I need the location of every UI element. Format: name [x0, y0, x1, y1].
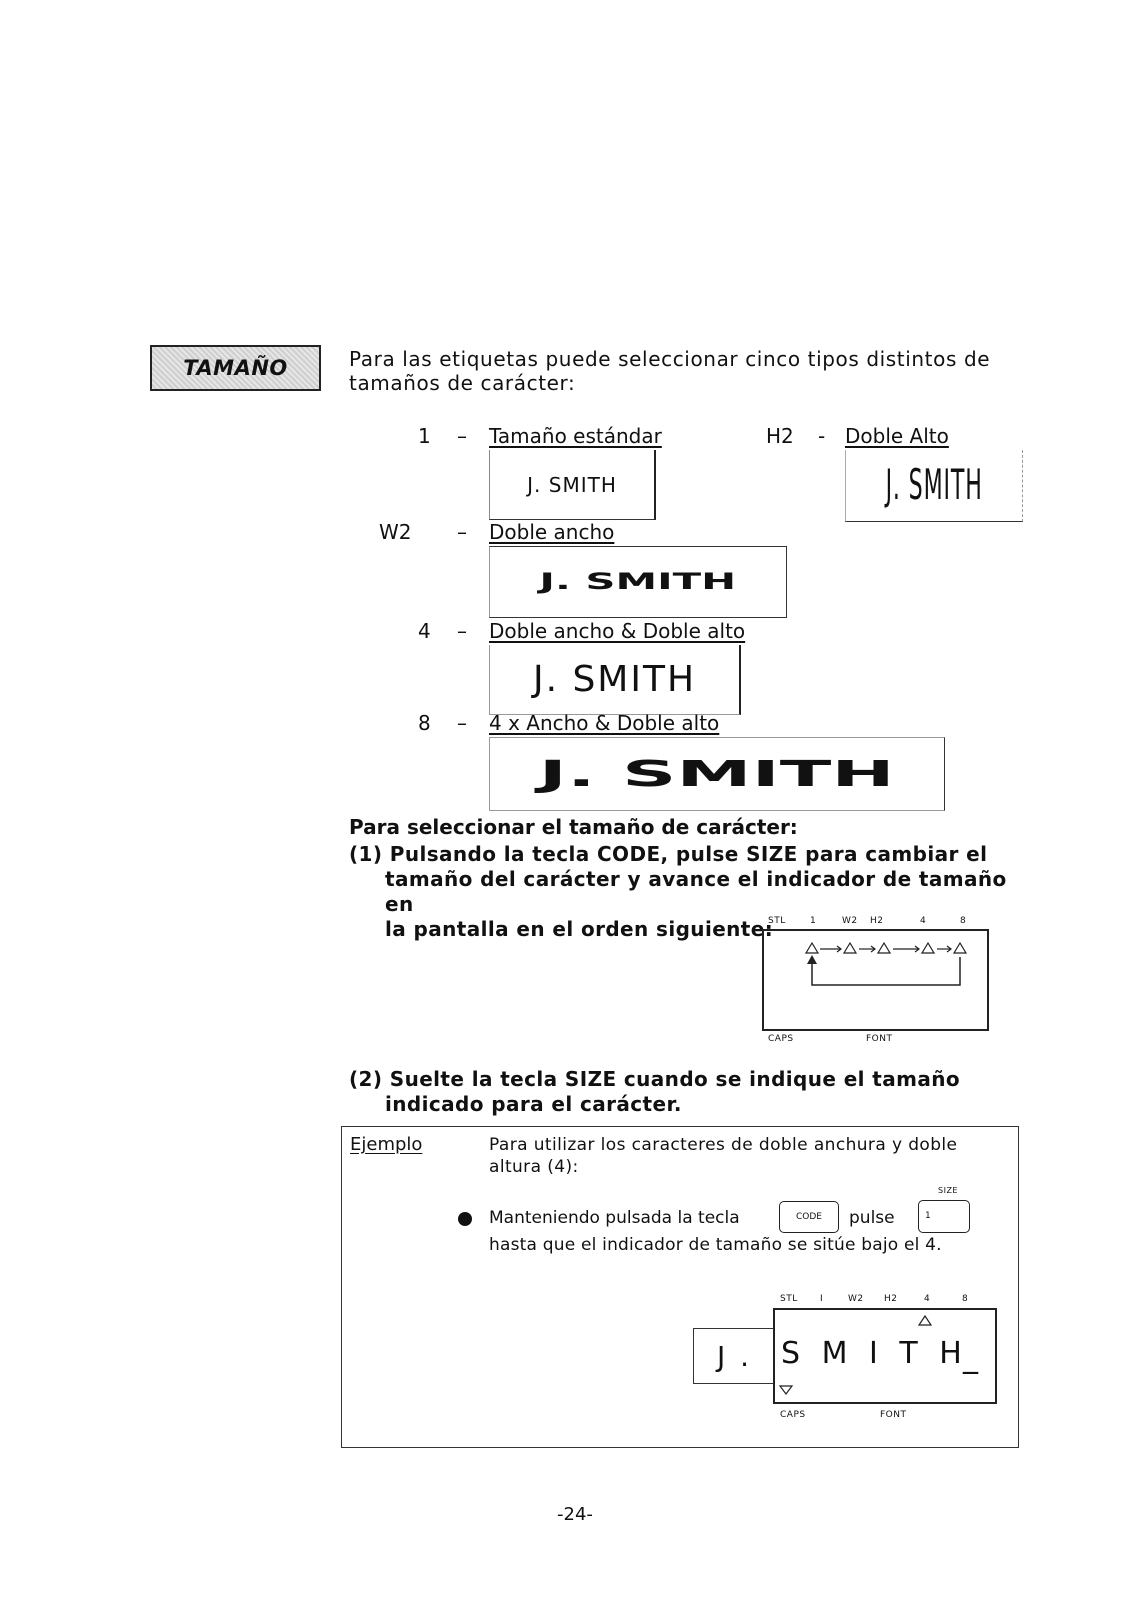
size-indicator-triangle [919, 1316, 931, 1325]
code-key-icon [779, 1201, 839, 1233]
caps-indicator-triangle [780, 1386, 792, 1394]
size-dash-w2: – [457, 520, 467, 544]
section-tag-label: TAMAÑO [183, 356, 288, 380]
indicator-label-4: 4 [920, 916, 927, 926]
indicator-triangle-1 [806, 943, 818, 953]
display-right-text: S M I T H [781, 1336, 968, 1371]
indicator-triangle-w2 [844, 943, 856, 953]
example-bullet-text: Manteniendo pulsada la tecla [489, 1208, 740, 1228]
size-code-8: 8 [418, 711, 431, 735]
indicator-label-8: 8 [960, 916, 967, 926]
example-text-line-1: Para utilizar los caracteres de doble anchura y doble [489, 1135, 958, 1155]
step-1-line-2: tamaño del carácter y avance el indicador de tamaño en [385, 867, 1007, 916]
display-right-panel [773, 1308, 997, 1404]
step-2-line-2: indicado para el carácter. [385, 1092, 682, 1116]
indicator-label-w2: W2 [842, 916, 858, 926]
size-key-icon [918, 1200, 970, 1233]
example-title: Ejemplo [350, 1134, 423, 1155]
display-left-panel [693, 1328, 775, 1384]
bullet-icon [458, 1212, 472, 1226]
size-code-w2: W2 [379, 520, 412, 544]
sample-double-width-height-text: J. SMITH [532, 659, 697, 700]
sample-quad-width [489, 737, 945, 811]
display-cursor: _ [963, 1340, 978, 1375]
sample-double-height [845, 450, 1023, 522]
indicator-labels [762, 916, 986, 928]
indicator-label-stl: STL [768, 916, 786, 926]
size-dash-h2: - [818, 424, 826, 448]
step-1-line-1: (1) Pulsando la tecla CODE, pulse SIZE para cambiar el [349, 842, 988, 866]
instructions-heading: Para seleccionar el tamaño de carácter: [349, 815, 798, 839]
example-text [489, 1134, 1014, 1178]
size-key-legend: 1 [925, 1211, 931, 1221]
size-key-caption: SIZE [938, 1186, 958, 1195]
example-label-1: I [820, 1294, 824, 1304]
sample-quad-width-text: J. SMITH [539, 753, 895, 795]
indicator-label-1: 1 [810, 916, 817, 926]
sample-double-width-text: J. SMITH [539, 569, 737, 595]
example-label-4: 4 [924, 1294, 931, 1304]
size-label-standard: Tamaño estándar [489, 424, 662, 448]
sample-standard [489, 450, 656, 520]
section-tag [150, 345, 321, 391]
indicator-triangle-8 [954, 943, 966, 953]
indicator-return-arrowhead [807, 955, 817, 964]
indicator-sequence-diagram [764, 931, 987, 1029]
indicator-display [762, 929, 989, 1031]
example-bullet-pulse: pulse [849, 1208, 895, 1228]
size-dash-4: – [457, 619, 467, 643]
size-label-double-width-height: Doble ancho & Doble alto [489, 619, 746, 643]
example-label-h2: H2 [884, 1294, 898, 1304]
sample-standard-text: J. SMITH [527, 472, 617, 497]
size-code-1: 1 [418, 424, 431, 448]
example-indicator-labels [774, 1294, 998, 1306]
size-label-quad-width: 4 x Ancho & Doble alto [489, 711, 720, 735]
size-code-h2: H2 [766, 424, 794, 448]
size-label-double-width: Doble ancho [489, 520, 615, 544]
example-label-8: 8 [962, 1294, 969, 1304]
indicator-triangle-4 [922, 943, 934, 953]
intro-line-1: Para las etiquetas puede seleccionar cinco tipos distintos de [349, 347, 991, 371]
example-label-stl: STL [780, 1294, 798, 1304]
display-left-text: J . [716, 1339, 753, 1373]
size-label-double-height: Doble Alto [845, 424, 949, 448]
indicator-triangle-h2 [878, 943, 890, 953]
code-key-label: CODE [796, 1212, 822, 1222]
indicator-return-line [812, 957, 960, 985]
indicator-caps-label: CAPS [768, 1034, 794, 1044]
example-bullet-line-2: hasta que el indicador de tamaño se sitúe bajo el 4. [489, 1235, 942, 1255]
sample-double-width-height [489, 645, 741, 715]
example-label-w2: W2 [848, 1294, 864, 1304]
size-dash-8: – [457, 711, 467, 735]
indicator-label-h2: H2 [870, 916, 884, 926]
size-code-4: 4 [418, 619, 431, 643]
intro-line-2: tamaños de carácter: [349, 371, 576, 395]
example-text-line-2: altura (4): [489, 1157, 579, 1177]
sample-double-height-text: J. SMITH [885, 461, 983, 510]
example-caps-label: CAPS [780, 1410, 806, 1420]
size-dash-1: – [457, 424, 467, 448]
example-font-label: FONT [880, 1410, 907, 1420]
step-1-line-3: la pantalla en el orden siguiente: [385, 917, 774, 941]
intro-paragraph [349, 347, 1019, 395]
page-number: -24- [557, 1504, 593, 1525]
indicator-font-label: FONT [866, 1034, 893, 1044]
sample-double-width [489, 546, 787, 618]
step-2-line-1: (2) Suelte la tecla SIZE cuando se indique el tamaño [349, 1067, 961, 1091]
step-2 [349, 1067, 1009, 1117]
